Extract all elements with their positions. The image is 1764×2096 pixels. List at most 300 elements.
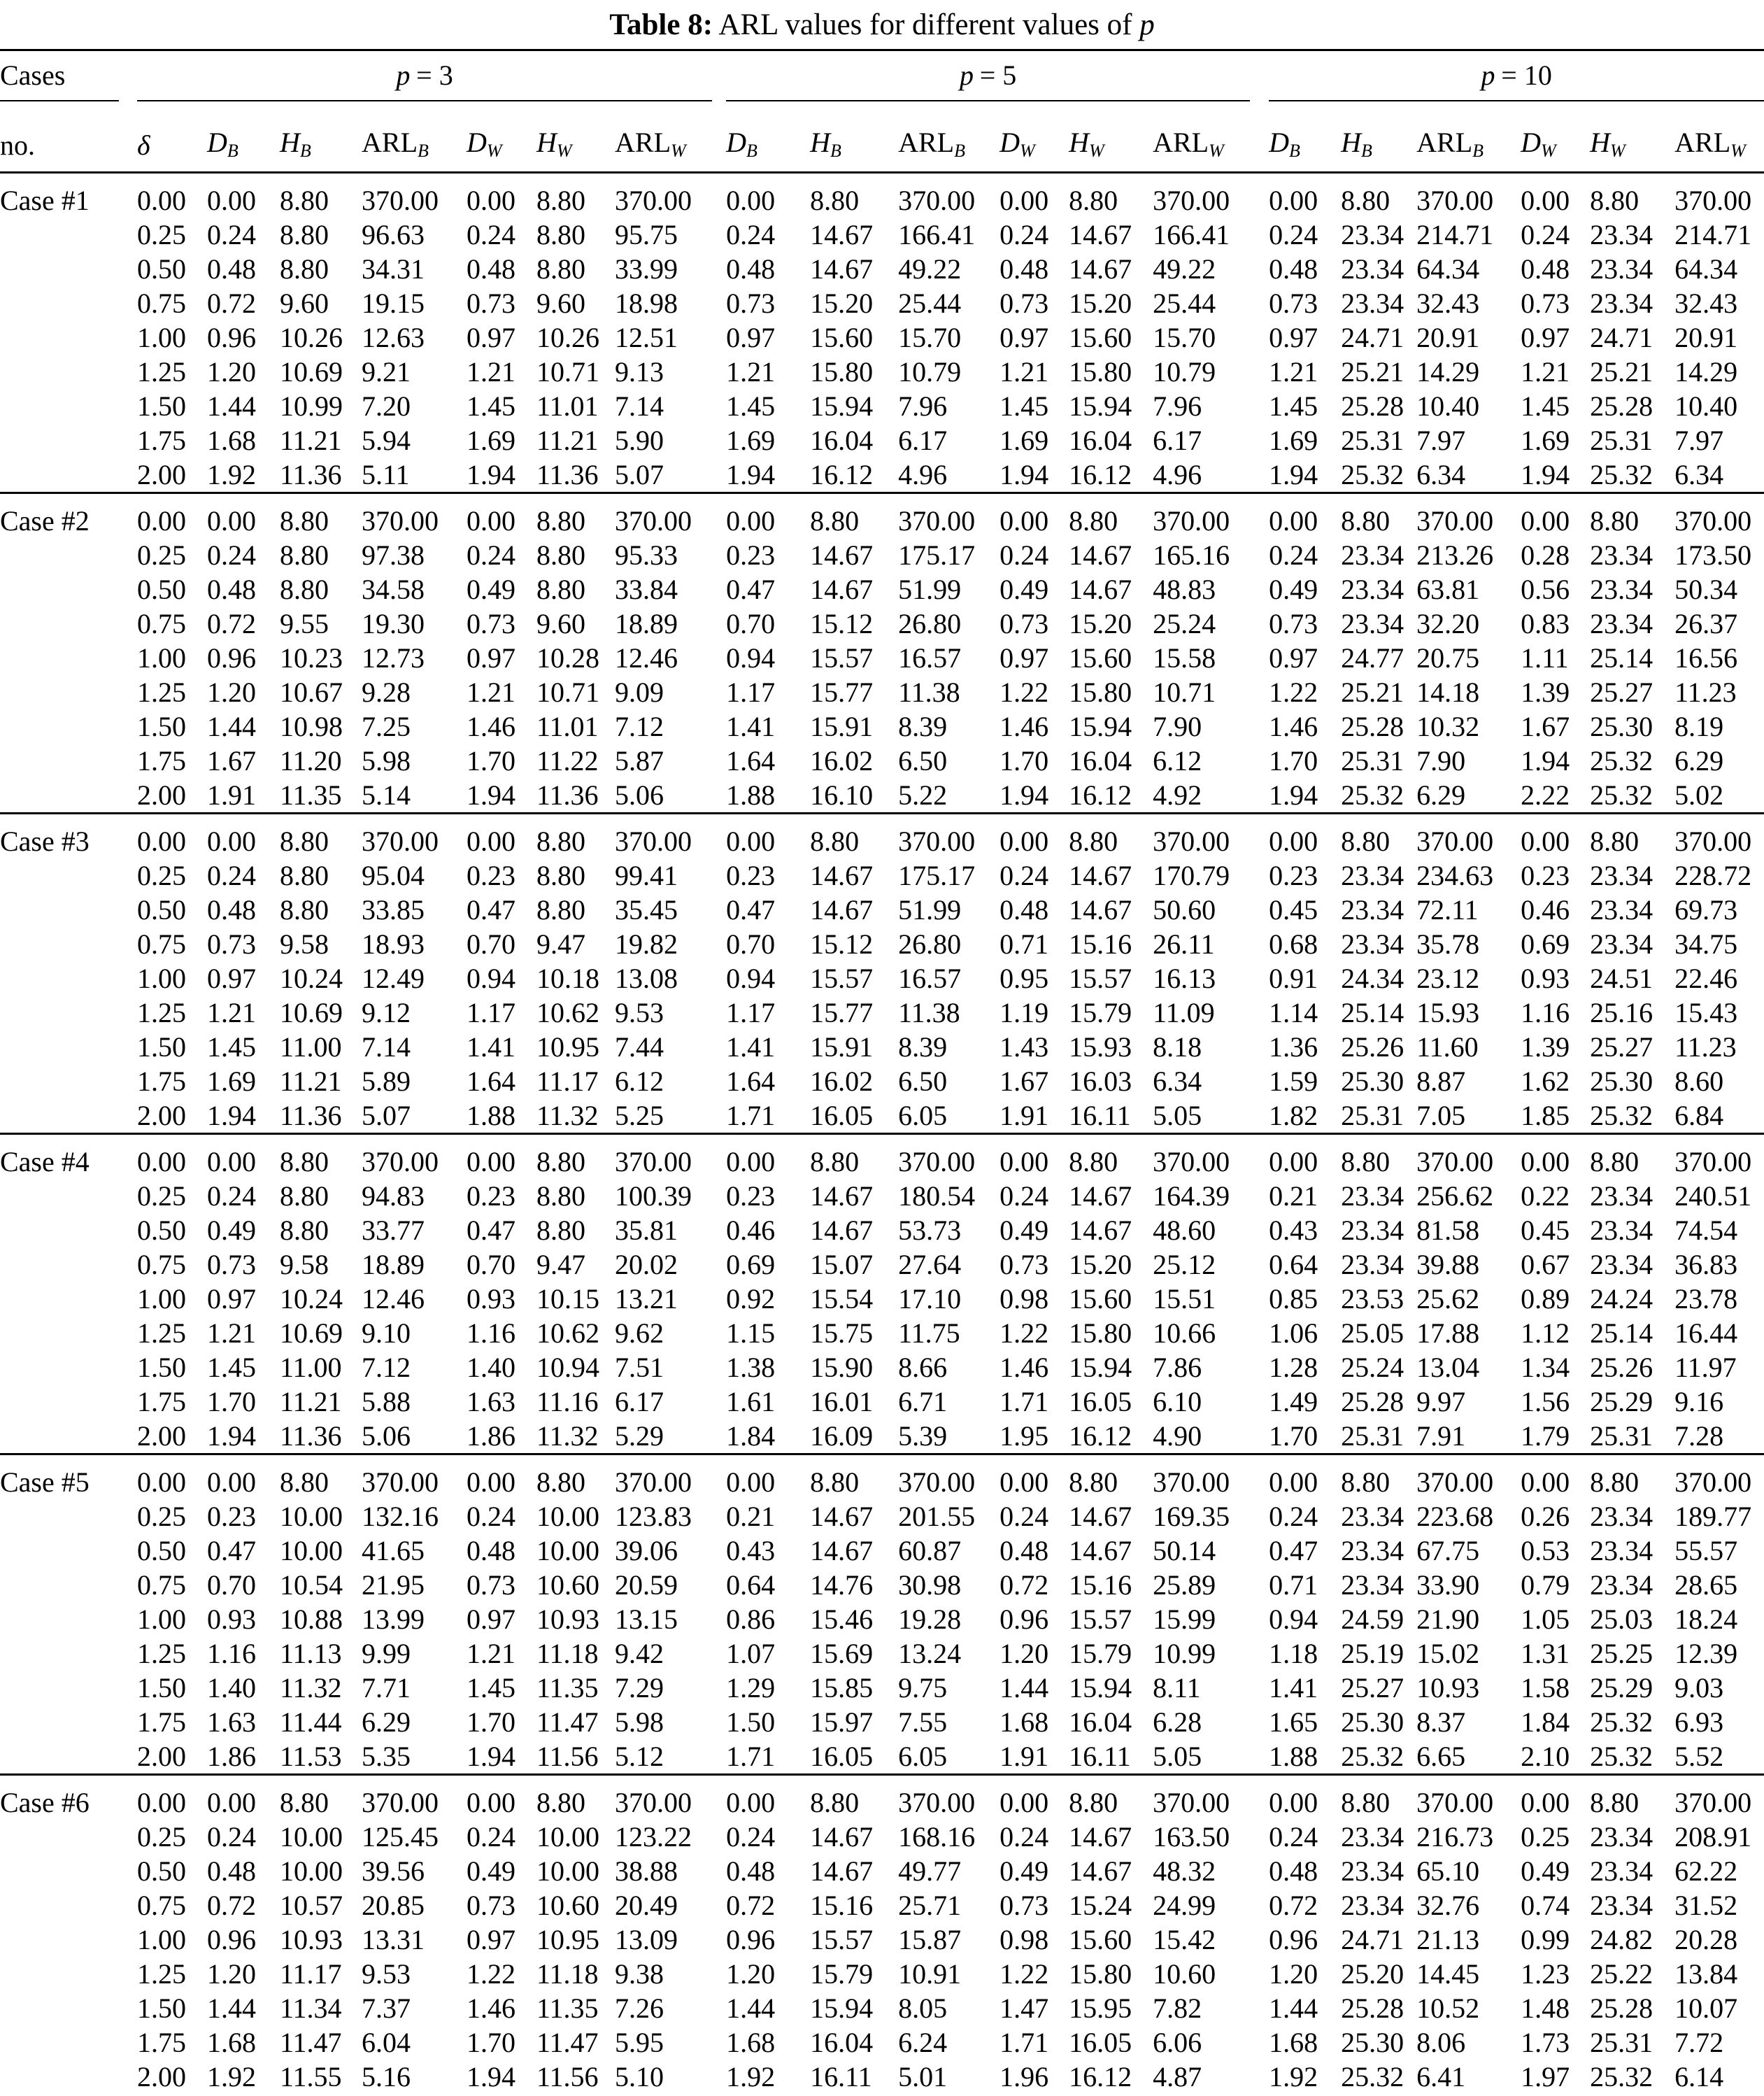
- value-cell: 15.77: [810, 677, 874, 708]
- value-cell: 370.00: [362, 814, 467, 859]
- value-cell: 95.75: [615, 219, 678, 250]
- value-cell: 175.17: [898, 539, 976, 571]
- column-header-subscript: W: [1209, 141, 1224, 161]
- value-cell: 1.44: [1269, 1992, 1318, 2024]
- value-cell: 0.43: [726, 1535, 776, 1566]
- value-cell: 1.94: [467, 779, 515, 811]
- column-header-base: H: [1590, 127, 1611, 158]
- value-cell: 9.99: [362, 1638, 411, 1669]
- value-cell: 11.60: [1416, 1031, 1479, 1063]
- table-row: [0, 1098, 1764, 1134]
- value-cell: 11.00: [280, 1031, 342, 1063]
- value-cell: 0.00: [1269, 1454, 1341, 1500]
- value-cell: 23.53: [1341, 1283, 1404, 1315]
- value-cell: 53.73: [898, 1215, 962, 1246]
- value-cell: 370.00: [362, 1775, 467, 1820]
- value-cell: 30.98: [898, 1569, 962, 1601]
- value-cell: 11.55: [280, 2061, 342, 2093]
- value-cell: 9.12: [362, 997, 411, 1028]
- value-cell: 173.50: [1674, 539, 1752, 571]
- delta-cell: 1.00: [137, 1603, 186, 1635]
- value-cell: 10.62: [536, 997, 599, 1028]
- value-cell: 23.78: [1674, 1283, 1738, 1315]
- value-cell: 163.50: [1153, 1821, 1230, 1853]
- value-cell: 4.96: [1153, 459, 1202, 490]
- value-cell: 1.68: [207, 2027, 256, 2058]
- value-cell: 0.00: [467, 173, 536, 218]
- value-cell: 6.41: [1416, 2061, 1466, 2093]
- value-cell: 10.71: [536, 356, 599, 388]
- value-cell: 0.85: [1269, 1283, 1318, 1315]
- value-cell: 0.00: [207, 1134, 280, 1180]
- value-cell: 0.72: [726, 1890, 776, 1921]
- value-cell: 0.24: [1000, 860, 1049, 891]
- value-cell: 10.26: [536, 322, 599, 353]
- value-cell: 189.77: [1674, 1501, 1752, 1532]
- case-label: [0, 1385, 137, 1419]
- value-cell: 1.36: [1269, 1031, 1318, 1063]
- value-cell: 0.00: [726, 1775, 810, 1820]
- column-header-base: ARL: [1674, 127, 1731, 158]
- column-header-ARL-W: [1153, 101, 1269, 173]
- value-cell: 8.06: [1416, 2027, 1466, 2058]
- value-cell: 0.96: [207, 322, 256, 353]
- value-cell: 8.11: [1153, 1672, 1201, 1704]
- value-cell: 14.67: [1069, 860, 1132, 891]
- value-cell: 9.47: [536, 928, 585, 960]
- value-cell: 14.67: [810, 860, 874, 891]
- value-cell: 125.45: [362, 1821, 439, 1853]
- value-cell: 15.80: [810, 356, 874, 388]
- value-cell: 15.79: [1069, 997, 1132, 1028]
- value-cell: 0.70: [207, 1569, 256, 1601]
- value-cell: 8.80: [280, 860, 329, 891]
- value-cell: 15.70: [898, 322, 962, 353]
- value-cell: 14.67: [810, 1535, 874, 1566]
- value-cell: 14.67: [1069, 1180, 1132, 1212]
- value-cell: 15.97: [810, 1706, 874, 1738]
- value-cell: 370.00: [898, 1454, 1000, 1500]
- value-cell: 10.18: [536, 963, 599, 994]
- value-cell: 0.24: [207, 539, 256, 571]
- value-cell: 1.94: [1000, 459, 1049, 490]
- table-row: [0, 1385, 1764, 1419]
- value-cell: 1.45: [467, 390, 515, 422]
- case-block: [0, 493, 1764, 814]
- value-cell: 19.15: [362, 288, 425, 319]
- delta-cell: 0.75: [137, 288, 186, 319]
- value-cell: 23.34: [1341, 1501, 1404, 1532]
- value-cell: 15.94: [1069, 390, 1132, 422]
- value-cell: 0.00: [207, 1775, 280, 1820]
- value-cell: 8.39: [898, 1031, 948, 1063]
- value-cell: 8.80: [280, 173, 362, 218]
- value-cell: 0.73: [1000, 1249, 1049, 1280]
- case-label: [0, 1534, 137, 1568]
- value-cell: 0.96: [1269, 1924, 1318, 1955]
- column-header-base: H: [1069, 127, 1089, 158]
- value-cell: 16.04: [1069, 1706, 1132, 1738]
- value-cell: 11.44: [280, 1706, 342, 1738]
- value-cell: 6.28: [1153, 1706, 1202, 1738]
- value-cell: 16.12: [1069, 459, 1132, 490]
- table-row: [0, 1568, 1764, 1602]
- value-cell: 35.45: [615, 894, 678, 926]
- value-cell: 1.44: [1000, 1672, 1049, 1704]
- value-cell: 0.23: [1521, 860, 1570, 891]
- value-cell: 1.92: [1269, 2061, 1318, 2093]
- value-cell: 24.71: [1590, 322, 1653, 353]
- value-cell: 1.41: [467, 1031, 515, 1063]
- value-cell: 13.21: [615, 1283, 678, 1315]
- value-cell: 0.48: [726, 1855, 776, 1887]
- value-cell: 14.67: [1069, 894, 1132, 926]
- value-cell: 0.00: [207, 493, 280, 539]
- table-row: [0, 858, 1764, 893]
- column-header-ARL-W: [1674, 101, 1764, 173]
- column-header-ARL-B: [898, 101, 1000, 173]
- group-header-p5: [726, 50, 1269, 102]
- value-cell: 1.64: [726, 745, 776, 777]
- value-cell: 0.46: [1521, 894, 1570, 926]
- value-cell: 1.22: [1000, 677, 1049, 708]
- value-cell: 24.71: [1341, 322, 1404, 353]
- delta-cell: 0.75: [137, 1890, 186, 1921]
- value-cell: 1.21: [726, 356, 776, 388]
- value-cell: 95.04: [362, 860, 425, 891]
- value-cell: 1.68: [1000, 1706, 1049, 1738]
- value-cell: 7.71: [362, 1672, 411, 1704]
- value-cell: 11.18: [536, 1638, 599, 1669]
- value-cell: 10.98: [280, 711, 343, 742]
- value-cell: 0.73: [467, 608, 515, 639]
- value-cell: 8.80: [536, 860, 585, 891]
- value-cell: 33.85: [362, 894, 425, 926]
- value-cell: 9.53: [615, 997, 664, 1028]
- value-cell: 0.48: [1000, 253, 1049, 285]
- value-cell: 1.86: [207, 1741, 256, 1772]
- value-cell: 370.00: [1416, 493, 1521, 539]
- table-row: [0, 744, 1764, 778]
- value-cell: 10.79: [1153, 356, 1216, 388]
- value-cell: 67.75: [1416, 1535, 1480, 1566]
- value-cell: 25.14: [1341, 997, 1404, 1028]
- delta-cell: 2.00: [137, 1420, 186, 1452]
- group-header-p3: [137, 50, 726, 102]
- value-cell: 51.99: [898, 574, 962, 605]
- value-cell: 370.00: [1153, 814, 1269, 859]
- value-cell: 6.24: [898, 2027, 948, 2058]
- value-cell: 10.00: [280, 1501, 343, 1532]
- table-row: [0, 538, 1764, 572]
- value-cell: 1.61: [726, 1386, 776, 1417]
- value-cell: 23.34: [1590, 219, 1653, 250]
- value-cell: 20.75: [1416, 642, 1480, 674]
- value-cell: 7.20: [362, 390, 411, 422]
- value-cell: 9.53: [362, 1958, 411, 1990]
- table-row: [0, 961, 1764, 996]
- value-cell: 8.80: [536, 1454, 615, 1500]
- value-cell: 9.62: [615, 1317, 664, 1349]
- value-cell: 16.04: [810, 425, 874, 456]
- value-cell: 370.00: [1416, 814, 1521, 859]
- value-cell: 23.34: [1590, 1821, 1653, 1853]
- value-cell: 11.01: [536, 390, 599, 422]
- value-cell: 81.58: [1416, 1215, 1480, 1246]
- table-row: [0, 893, 1764, 927]
- value-cell: 12.46: [362, 1283, 425, 1315]
- value-cell: 0.24: [207, 1180, 256, 1212]
- value-cell: 23.34: [1590, 288, 1653, 319]
- value-cell: 10.26: [280, 322, 343, 353]
- value-cell: 0.49: [467, 1855, 515, 1887]
- delta-cell: 0.50: [137, 894, 186, 926]
- p3-eq: = 3: [416, 59, 453, 91]
- value-cell: 10.60: [536, 1569, 599, 1601]
- value-cell: 23.34: [1590, 1215, 1653, 1246]
- value-cell: 6.65: [1416, 1741, 1466, 1772]
- value-cell: 23.34: [1590, 1855, 1653, 1887]
- value-cell: 1.49: [1269, 1386, 1318, 1417]
- column-header-subscript: W: [1088, 141, 1104, 161]
- value-cell: 48.32: [1153, 1855, 1216, 1887]
- value-cell: 0.23: [726, 860, 776, 891]
- table-row: [0, 1179, 1764, 1213]
- value-cell: 0.00: [1000, 1775, 1069, 1820]
- value-cell: 5.02: [1674, 779, 1724, 811]
- value-cell: 214.71: [1674, 219, 1752, 250]
- value-cell: 18.98: [615, 288, 678, 319]
- table-row: [0, 1922, 1764, 1957]
- value-cell: 1.22: [1269, 677, 1318, 708]
- table-caption: [0, 0, 1764, 49]
- value-cell: 25.44: [898, 288, 962, 319]
- value-cell: 7.72: [1674, 2027, 1724, 2058]
- value-cell: 0.97: [1000, 642, 1049, 674]
- value-cell: 15.94: [810, 1992, 874, 2024]
- value-cell: 10.40: [1416, 390, 1480, 422]
- value-cell: 8.66: [898, 1352, 948, 1383]
- value-cell: 23.34: [1590, 860, 1653, 891]
- value-cell: 1.69: [1269, 425, 1318, 456]
- delta-cell: 0.50: [137, 253, 186, 285]
- value-cell: 6.12: [1153, 745, 1202, 777]
- value-cell: 6.10: [1153, 1386, 1202, 1417]
- value-cell: 0.24: [467, 1821, 515, 1853]
- value-cell: 8.80: [1590, 173, 1674, 218]
- value-cell: 5.94: [362, 425, 411, 456]
- value-cell: 0.24: [1000, 1501, 1049, 1532]
- value-cell: 370.00: [898, 173, 1000, 218]
- value-cell: 25.28: [1341, 1386, 1404, 1417]
- value-cell: 15.51: [1153, 1283, 1216, 1315]
- value-cell: 23.34: [1341, 608, 1404, 639]
- value-cell: 55.57: [1674, 1535, 1738, 1566]
- value-cell: 7.97: [1416, 425, 1466, 456]
- value-cell: 0.69: [726, 1249, 776, 1280]
- delta-cell: 1.25: [137, 677, 186, 708]
- value-cell: 1.45: [726, 390, 776, 422]
- value-cell: 25.32: [1590, 1100, 1653, 1131]
- value-cell: 34.31: [362, 253, 425, 285]
- column-header-row: [0, 101, 1764, 173]
- value-cell: 25.27: [1590, 1031, 1653, 1063]
- delta-cell: 0.75: [137, 928, 186, 960]
- value-cell: 15.60: [1069, 1924, 1132, 1955]
- value-cell: 10.71: [536, 677, 599, 708]
- value-cell: 1.46: [1000, 711, 1049, 742]
- value-cell: 11.56: [536, 1741, 599, 1772]
- value-cell: 1.41: [726, 711, 776, 742]
- case-label: [0, 1419, 137, 1454]
- value-cell: 24.99: [1153, 1890, 1216, 1921]
- value-cell: 14.67: [1069, 253, 1132, 285]
- value-cell: 23.34: [1341, 1569, 1404, 1601]
- value-cell: 5.90: [615, 425, 664, 456]
- table-row: [0, 2060, 1764, 2094]
- value-cell: 49.77: [898, 1855, 962, 1887]
- value-cell: 14.67: [1069, 1855, 1132, 1887]
- value-cell: 15.20: [1069, 1249, 1132, 1280]
- value-cell: 0.73: [726, 288, 776, 319]
- value-cell: 4.87: [1153, 2061, 1202, 2093]
- value-cell: 1.45: [207, 1352, 256, 1383]
- value-cell: 10.00: [280, 1821, 343, 1853]
- table-row: [0, 1064, 1764, 1098]
- value-cell: 0.73: [1000, 1890, 1049, 1921]
- value-cell: 18.89: [615, 608, 678, 639]
- value-cell: 1.46: [1000, 1352, 1049, 1383]
- value-cell: 25.32: [1341, 779, 1404, 811]
- value-cell: 8.80: [1341, 1775, 1416, 1820]
- value-cell: 15.85: [810, 1672, 874, 1704]
- value-cell: 10.79: [898, 356, 962, 388]
- delta-cell: 2.00: [137, 1100, 186, 1131]
- value-cell: 9.58: [280, 1249, 329, 1280]
- value-cell: 164.39: [1153, 1180, 1230, 1212]
- value-cell: 1.86: [467, 1420, 515, 1452]
- value-cell: 1.44: [207, 390, 256, 422]
- value-cell: 5.98: [615, 1706, 664, 1738]
- value-cell: 1.94: [207, 1420, 256, 1452]
- value-cell: 370.00: [615, 173, 726, 218]
- case-label: [0, 1213, 137, 1247]
- value-cell: 1.44: [726, 1992, 776, 2024]
- value-cell: 0.48: [207, 894, 256, 926]
- value-cell: 9.60: [536, 608, 585, 639]
- value-cell: 13.09: [615, 1924, 678, 1955]
- value-cell: 15.60: [1069, 642, 1132, 674]
- value-cell: 8.80: [280, 894, 329, 926]
- value-cell: 25.20: [1341, 1958, 1404, 1990]
- value-cell: 0.00: [1000, 493, 1069, 539]
- value-cell: 1.20: [726, 1958, 776, 1990]
- table-row: [0, 709, 1764, 744]
- value-cell: 26.11: [1153, 928, 1215, 960]
- value-cell: 33.90: [1416, 1569, 1480, 1601]
- value-cell: 1.12: [1521, 1317, 1570, 1349]
- value-cell: 1.67: [1000, 1065, 1049, 1097]
- value-cell: 96.63: [362, 219, 425, 250]
- value-cell: 370.00: [362, 173, 467, 218]
- delta-cell: 0.25: [137, 1821, 186, 1853]
- value-cell: 0.94: [726, 963, 776, 994]
- case-label: Case #4: [0, 1134, 137, 1180]
- value-cell: 370.00: [615, 1775, 726, 1820]
- value-cell: 14.67: [810, 1855, 874, 1887]
- value-cell: 1.97: [1521, 2061, 1570, 2093]
- value-cell: 370.00: [1416, 1134, 1521, 1180]
- value-cell: 1.94: [1269, 779, 1318, 811]
- value-cell: 0.24: [467, 219, 515, 250]
- value-cell: 25.22: [1590, 1958, 1653, 1990]
- value-cell: 1.71: [726, 1741, 776, 1772]
- value-cell: 34.75: [1674, 928, 1738, 960]
- case-label: [0, 1030, 137, 1064]
- value-cell: 16.04: [1069, 425, 1132, 456]
- column-header-no: no.: [0, 101, 137, 173]
- value-cell: 0.45: [1521, 1215, 1570, 1246]
- case-block: [0, 1454, 1764, 1775]
- value-cell: 14.67: [810, 253, 874, 285]
- column-header-base: D: [726, 127, 746, 158]
- value-cell: 25.32: [1341, 459, 1404, 490]
- value-cell: 94.83: [362, 1180, 425, 1212]
- value-cell: 5.05: [1153, 1741, 1202, 1772]
- value-cell: 9.03: [1674, 1672, 1724, 1704]
- table-row: [0, 1454, 1764, 1500]
- value-cell: 18.93: [362, 928, 425, 960]
- value-cell: 25.32: [1590, 745, 1653, 777]
- table-row: [0, 1350, 1764, 1385]
- column-header-D-W: [1000, 101, 1069, 173]
- value-cell: 6.06: [1153, 2027, 1202, 2058]
- value-cell: 0.24: [467, 1501, 515, 1532]
- value-cell: 11.53: [280, 1741, 342, 1772]
- p5-symbol: p: [959, 59, 974, 91]
- value-cell: 2.10: [1521, 1741, 1570, 1772]
- value-cell: 8.80: [536, 493, 615, 539]
- value-cell: 25.03: [1590, 1603, 1653, 1635]
- value-cell: 0.23: [207, 1501, 256, 1532]
- value-cell: 16.12: [1069, 2061, 1132, 2093]
- value-cell: 7.86: [1153, 1352, 1202, 1383]
- value-cell: 0.24: [1000, 539, 1049, 571]
- value-cell: 0.83: [1521, 608, 1570, 639]
- value-cell: 26.80: [898, 608, 962, 639]
- value-cell: 11.36: [536, 459, 599, 490]
- value-cell: 10.15: [536, 1283, 599, 1315]
- value-cell: 18.24: [1674, 1603, 1738, 1635]
- value-cell: 14.67: [810, 219, 874, 250]
- value-cell: 0.69: [1521, 928, 1570, 960]
- value-cell: 1.21: [1000, 356, 1049, 388]
- value-cell: 0.48: [467, 1535, 515, 1566]
- value-cell: 69.73: [1674, 894, 1738, 926]
- value-cell: 1.68: [1269, 2027, 1318, 2058]
- value-cell: 21.95: [362, 1569, 425, 1601]
- value-cell: 6.04: [362, 2027, 411, 2058]
- value-cell: 15.57: [810, 963, 874, 994]
- value-cell: 25.31: [1590, 425, 1653, 456]
- value-cell: 0.00: [1521, 173, 1590, 218]
- delta-cell: 0.00: [137, 1775, 207, 1820]
- value-cell: 0.72: [207, 288, 256, 319]
- value-cell: 15.12: [810, 608, 874, 639]
- value-cell: 1.40: [207, 1672, 256, 1704]
- value-cell: 16.56: [1674, 642, 1738, 674]
- case-label: [0, 389, 137, 423]
